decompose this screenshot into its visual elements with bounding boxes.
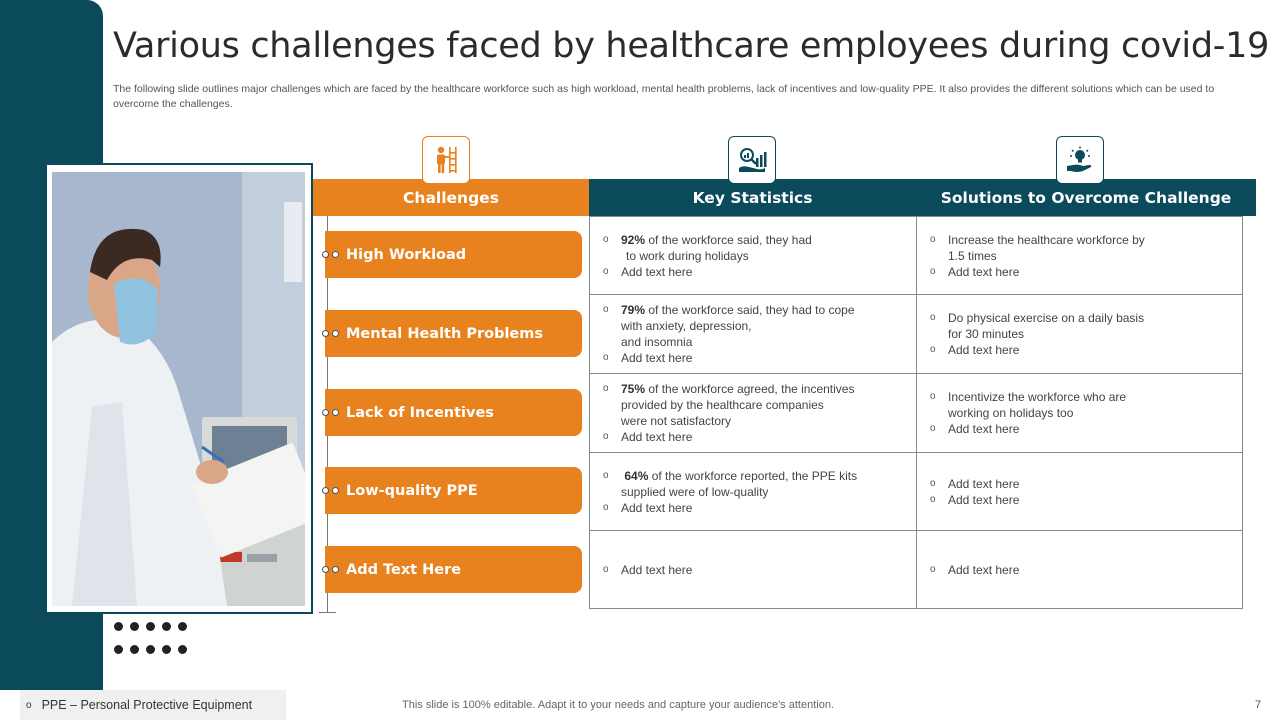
stat-text: o 64% of the workforce reported, the PPE kits (590, 468, 916, 484)
stat-cell (590, 217, 917, 295)
solution-extra: o Add text here (917, 264, 1243, 280)
stat-extra: o Add text here (590, 350, 916, 366)
solution-cell (917, 295, 1243, 374)
stat-cell (590, 374, 917, 453)
stat-text: and insomnia (621, 335, 693, 349)
bullet-icon: o (26, 699, 32, 711)
connector-icon (322, 566, 339, 573)
stat-text: o 75% of the workforce agreed, the incentives (590, 381, 916, 397)
slide-title: Various challenges faced by healthcare employees during covid-19 (113, 26, 1270, 66)
lightbulb-hand-icon (1056, 136, 1104, 184)
editable-note: This slide is 100% editable. Adapt it to your needs and capture your audience's attention. (402, 699, 834, 711)
solution-text: o Add text here (917, 476, 1243, 492)
footnote-box (20, 690, 286, 720)
stat-cell (590, 295, 917, 374)
solution-extra: o Add text here (917, 562, 1243, 578)
challenge-lack-of-incentives: Lack of Incentives (325, 389, 582, 436)
stat-extra: o Add text here (590, 500, 916, 516)
connector-icon (322, 251, 339, 258)
slide-subtitle: The following slide outlines major challenges which are faced by the healthcare workforce such as high workload, mental health problems, lack of incentives and low-quality PPE. It also provides the different solutions which can be used to overcome the challenges. (113, 83, 1215, 110)
footnote-text: PPE – Personal Protective Equipment (41, 698, 253, 712)
page-number: 7 (1255, 699, 1262, 711)
stat-text: with anxiety, depression, (621, 319, 752, 333)
connector-icon (322, 409, 339, 416)
stat-text: supplied were of low-quality (621, 484, 769, 499)
header-solutions: Solutions to Overcome Challenge (916, 179, 1256, 216)
stat-text: o 92% of the workforce said, they had (590, 232, 916, 248)
solution-text: o Incentivize the workforce who are (917, 389, 1243, 405)
decorative-dots (114, 622, 194, 668)
connector-icon (322, 330, 339, 337)
solution-text: 1.5 times (948, 248, 997, 263)
worker-ladder-icon (422, 136, 470, 184)
solution-cell (917, 453, 1243, 531)
stat-cell (590, 531, 917, 609)
solution-extra: o Add text here (917, 492, 1243, 508)
header-challenges: Challenges (313, 179, 589, 216)
stat-text: were not satisfactory (621, 414, 732, 428)
solution-text: o Increase the healthcare workforce by (917, 232, 1243, 248)
challenge-add-text: Add Text Here (325, 546, 582, 593)
challenge-low-quality-ppe: Low-quality PPE (325, 467, 582, 514)
solution-extra: o Add text here (917, 342, 1243, 358)
stat-text: o 79% of the workforce said, they had to cope (590, 302, 916, 318)
header-key-statistics: Key Statistics (589, 179, 916, 216)
statistics-solutions-table (589, 216, 1243, 609)
challenge-high-workload: High Workload (325, 231, 582, 278)
chart-analysis-icon (728, 136, 776, 184)
stat-text: provided by the healthcare companies (621, 398, 824, 412)
solution-text: o Do physical exercise on a daily basis (917, 310, 1243, 326)
timeline-end-cap (319, 612, 336, 613)
stat-extra: o Add text here (590, 562, 916, 578)
stat-text: to work during holidays (626, 248, 749, 263)
solution-cell (917, 217, 1243, 295)
challenge-mental-health: Mental Health Problems (325, 310, 582, 357)
photo-frame (45, 163, 313, 614)
solution-extra: o Add text here (917, 421, 1243, 437)
stat-extra: o Add text here (590, 264, 916, 280)
solution-cell (917, 531, 1243, 609)
stat-cell (590, 453, 917, 531)
solution-text: working on holidays too (948, 406, 1074, 420)
connector-icon (322, 487, 339, 494)
solution-cell (917, 374, 1243, 453)
doctor-photo (52, 172, 305, 606)
stat-extra: o Add text here (590, 429, 916, 445)
solution-text: for 30 minutes (948, 327, 1025, 341)
